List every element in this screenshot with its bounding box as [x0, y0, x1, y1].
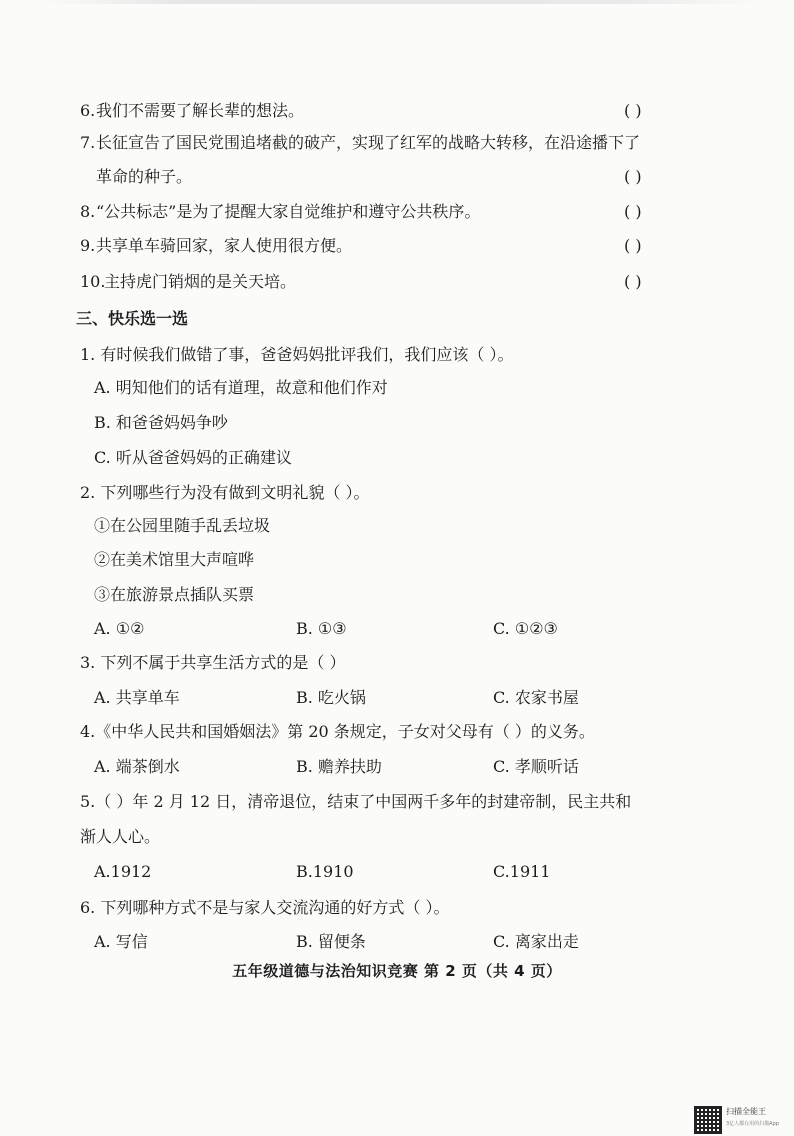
item-text: “公共标志”是为了提醒大家自觉维护和遵守公共秩序。	[96, 202, 481, 221]
q2-option-b[interactable]: B. ①③	[296, 619, 347, 638]
scanner-watermark	[694, 1106, 786, 1136]
question-stem: 5.（ ）年 2 月 12 日，清帝退位，结束了中国两千多年的封建帝制，民主共和	[80, 792, 632, 811]
section-heading	[0, 304, 794, 334]
q2-item-3	[0, 580, 794, 610]
q3-option-c[interactable]: C. 农家书屋	[493, 688, 579, 707]
q3-option-a[interactable]: A. 共享单车	[94, 688, 180, 707]
answer-paren[interactable]: ( )	[624, 101, 642, 120]
judgment-item-8	[0, 197, 794, 227]
item-text: 长征宣告了国民党围追堵截的破产，实现了红军的战略大转移，在沿途播下了	[96, 133, 641, 152]
page-footer: 五年级道德与法治知识竞赛 第 2 页（共 4 页）	[232, 962, 562, 980]
question-6	[0, 893, 794, 923]
section-title: 三、快乐选一选	[76, 309, 189, 328]
question-2	[0, 478, 794, 508]
q4-options	[0, 752, 794, 782]
q4-option-b[interactable]: B. 赡养扶助	[296, 757, 382, 776]
item-number: 10.	[80, 272, 106, 291]
question-3	[0, 648, 794, 678]
q6-options	[0, 927, 794, 957]
question-5-continued	[0, 822, 794, 852]
question-stem: 6. 下列哪种方式不是与家人交流沟通的好方式（ ）。	[80, 898, 450, 917]
q2-option-a[interactable]: A. ①②	[94, 619, 145, 638]
item-number: 9.	[80, 236, 96, 255]
q6-option-b[interactable]: B. 留便条	[296, 932, 366, 951]
option-label: B. 和爸爸妈妈争吵	[94, 413, 228, 432]
q4-option-a[interactable]: A. 端茶倒水	[94, 757, 180, 776]
answer-paren[interactable]: ( )	[624, 236, 642, 255]
q5-options	[0, 857, 794, 887]
question-4	[0, 717, 794, 747]
q2-item-2	[0, 545, 794, 575]
item-text: 共享单车骑回家，家人使用很方便。	[96, 236, 353, 255]
judgment-item-7	[0, 128, 794, 158]
item-number: 8.	[80, 202, 96, 221]
q2-option-c[interactable]: C. ①②③	[493, 619, 558, 638]
question-stem: 4.《中华人民共和国婚姻法》第 20 条规定，子女对父母有（ ）的义务。	[80, 722, 595, 741]
statement: ①在公园里随手乱丢垃圾	[94, 516, 271, 535]
answer-paren[interactable]: ( )	[624, 272, 642, 291]
q1-option-b[interactable]	[0, 408, 794, 438]
question-stem: 3. 下列不属于共享生活方式的是（ ）	[80, 653, 346, 672]
question-stem: 2. 下列哪些行为没有做到文明礼貌（ ）。	[80, 483, 370, 502]
statement: ②在美术馆里大声喧哗	[94, 550, 255, 569]
scanner-brand: 扫描全能王	[726, 1107, 766, 1116]
q1-option-a[interactable]	[0, 373, 794, 403]
option-label: C. 听从爸爸妈妈的正确建议	[94, 448, 292, 467]
judgment-item-10	[0, 267, 794, 297]
judgment-item-6	[0, 96, 794, 126]
q1-option-c[interactable]	[0, 443, 794, 473]
q6-option-a[interactable]: A. 写信	[94, 932, 148, 951]
question-5	[0, 787, 794, 817]
q4-option-c[interactable]: C. 孝顺听话	[493, 757, 579, 776]
q5-option-b[interactable]: B.1910	[296, 862, 354, 881]
q3-option-b[interactable]: B. 吃火锅	[296, 688, 366, 707]
q5-option-a[interactable]: A.1912	[94, 862, 152, 881]
q6-option-c[interactable]: C. 离家出走	[493, 932, 579, 951]
option-label: A. 明知他们的话有道理，故意和他们作对	[94, 378, 388, 397]
judgment-item-7-continued	[0, 162, 794, 192]
answer-paren[interactable]: ( )	[624, 167, 642, 186]
q2-options	[0, 614, 794, 644]
answer-paren[interactable]: ( )	[624, 202, 642, 221]
question-stem-continued: 渐人人心。	[80, 827, 161, 846]
statement: ③在旅游景点插队买票	[94, 585, 255, 604]
item-number: 7.	[80, 133, 96, 152]
qr-code-icon	[694, 1106, 722, 1134]
item-text: 我们不需要了解长辈的想法。	[96, 101, 305, 120]
question-stem: 1. 有时候我们做错了事，爸爸妈妈批评我们，我们应该（ ）。	[80, 345, 514, 364]
item-number: 6.	[80, 101, 96, 120]
q5-option-c[interactable]: C.1911	[493, 862, 551, 881]
q2-item-1	[0, 511, 794, 541]
question-1	[0, 340, 794, 370]
item-text-continued: 革命的种子。	[96, 167, 193, 186]
item-text: 主持虎门销烟的是关天培。	[104, 272, 297, 291]
scanner-tagline: 3亿人都在用的扫描App	[726, 1121, 779, 1127]
q3-options	[0, 683, 794, 713]
judgment-item-9	[0, 231, 794, 261]
scan-edge	[40, 0, 760, 4]
